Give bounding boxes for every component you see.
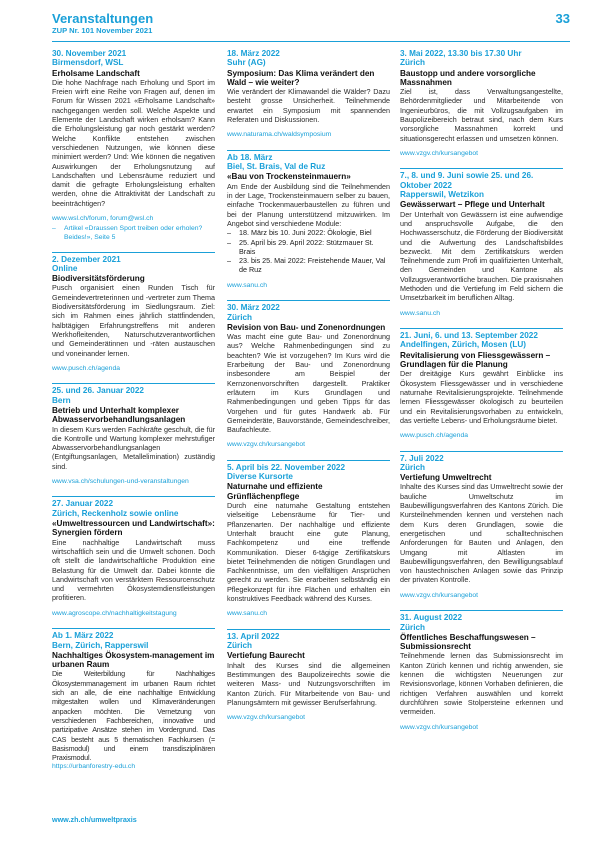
event-location: Rapperswil, Wetzikon xyxy=(400,190,485,200)
event-location: Online xyxy=(52,263,78,273)
event-divider xyxy=(400,328,563,329)
event-date: 2. Dezember 2021 xyxy=(52,254,121,264)
issue-label: ZUP Nr. 101 November 2021 xyxy=(52,26,153,35)
page-number: 33 xyxy=(555,11,570,26)
header-divider xyxy=(52,41,570,42)
event-description: Am Ende der Ausbildung sind die Teilnehmenden in der Lage, Trockensteinmauern selber zu bauen, einfache Trockenmauerbaustellen zu führen und bei der Planung unterstützend mitzuwirken. Im Angebot sind verschiedene Module: xyxy=(227,181,390,228)
event-link[interactable]: www.vzgv.ch/kursangebot xyxy=(400,149,479,157)
event-title: Vertiefung Umweltrecht xyxy=(400,473,492,483)
event-oekosystemmanagement xyxy=(52,628,215,772)
event-location: Zürich xyxy=(400,622,426,632)
event-location: Zürich xyxy=(400,462,426,472)
event-baustopp xyxy=(400,49,563,158)
event-description: Wie verändert der Klimawandel die Wälder? Dazu besteht grosse Unsicherheit. Teilnehmende erwartet ein Symposium mit spannenden Referaten und Diskussionen. xyxy=(227,87,390,125)
event-title: Naturnahe und effiziente Grünflächenpflege xyxy=(227,482,323,501)
module-list xyxy=(227,228,390,274)
event-biodiversitaet xyxy=(52,252,215,374)
event-title: Revision von Bau- und Zonenordnungen xyxy=(227,322,386,332)
event-divider xyxy=(400,451,563,452)
event-location: Suhr (AG) xyxy=(227,58,266,68)
event-location: Zürich xyxy=(400,58,426,68)
event-title: Revitalisierung von Fliessgewässern – Grundlagen für die Planung xyxy=(400,350,551,370)
event-location: Biel, St. Brais, Val de Ruz xyxy=(227,162,326,172)
article-reference-link[interactable]: – Artikel «Draussen Sport treiben oder erholen? Beides!», Seite 5 xyxy=(52,224,215,242)
event-description: Eine nachhaltige Landwirtschaft muss wirtschaftlich sein und die Umwelt schonen. Doch oft stellt die landwirtschaftliche Produktion eine Belastung für die Umwelt dar. Dabei könnte die Landwirtschaft von verstärktem Ressourcenschutz und vermehrten Ökosystemdienstleistungen profitieren. xyxy=(52,537,215,603)
event-description: Die Weiterbildung für Nachhaltiges Ökosystemmanagement im urbanen Raum richtet sich an alle, die eine nachhaltige Entwicklung mitgestalten wollen und Klimaveränderungen anpacken möchten. Die Vernetzung von verschiedenen Fachbereichen, innovative und partizipative Ansätze stehen im Vordergrund. Das CAS besteht aus 5 thematischen Fachkursen (= Basismodul) und einem transdisziplinären Praxismodul. xyxy=(52,669,215,763)
column-1 xyxy=(52,49,215,782)
event-link[interactable]: www.wsl.ch/forum, forum@wsl.ch xyxy=(52,215,154,223)
event-umweltrecht xyxy=(400,451,563,601)
column-2 xyxy=(227,49,390,733)
event-erholsame-landschaft xyxy=(52,49,215,242)
event-description: Inhalte des Kurses sind das Umweltrecht sowie der bauliche Umweltschutz im Baubewilligungsverfahren des Kantons Zürich. Die Kursteilnehmenden kennen und verstehen nach dem Kurs deren Grundlagen, sowie die energetischen und schalltechnischen Anforderungen für Bauten und Anlagen, den Umgang mit Altlasten im Baubewilligungsverfahren, den Bewilligungsablauf von haustechnischen Anlagen sowie das Prinzip der privaten Kontrolle. xyxy=(400,482,563,585)
event-link[interactable]: www.sanu.ch xyxy=(227,610,268,618)
event-date: Ab 1. März 2022 xyxy=(52,631,114,641)
event-date: 31. August 2022 xyxy=(400,613,463,623)
event-gewaesserwart xyxy=(400,168,563,318)
event-description: Die hohe Nachfrage nach Erholung und Sport im Freien wirft eine Reihe von Fragen auf, denen im Forum für Wissen 2021 «Erholsame Landschaft» nachgegangen werden soll. Welche Aspekte und Elemente der Landschaft wirken erholsam? Kann die Erholungsleistung gar noch gestärkt werden? Welche Konflikte entstehen zwischen verschiedenen Nutzungen, wie können diese minimiert werden? Und: Wie können die negativen Auswirkungen der Erholungsnutzung auf Landschaften und Lebensräume reduziert und damit die gefragte Erholungsleistung erhalten werden, ohne die Attraktivität der Landschaft zu beeinträchtigen? xyxy=(52,77,215,208)
event-divider xyxy=(400,610,563,611)
event-link[interactable]: www.agroscope.ch/nachhaltigkeitstagung xyxy=(52,609,177,617)
event-divider xyxy=(227,150,390,151)
event-location: Diverse Kursorte xyxy=(227,472,293,482)
event-title: Öffentliches Beschaffungswesen – Submissionsrecht xyxy=(400,632,536,652)
event-title: Biodiversitätsförderung xyxy=(52,274,145,284)
event-divider xyxy=(400,168,563,169)
event-description: Ziel ist, dass Verwaltungsangestellte, Behördenmitglieder und Mitarbeitende von Ingenieurbüros, die mit Vollzugsaufgaben im Baupolizeibereich betraut sind, nach dem Kurs vorsorgliche Massnahmen korrekt und situationsgerecht erlassen und umsetzen können. xyxy=(400,87,563,143)
event-location: Bern, Zürich, Rapperswil xyxy=(52,640,149,650)
event-description: Durch eine naturnahe Gestaltung entstehen vielseitige Lebensräume für Tier- und Pflanzenarten. Der nachhaltige und effiziente Unterhalt braucht eine gute Planung, Fachkompetenz und eine treffende Kommunikation. Dieser 6-tägige Zertifikatskurs bietet Teilnehmenden die nötigen Grundlagen und Fachkenntnisse, um den vielfältigen Ansprüchen gerecht zu werden. Sie erarbeiten selbständig ein Pflegekonzept für ihre Flächen und erhalten ein konstruktives Feedback während des Kurses. xyxy=(227,501,390,604)
event-date: 7., 8. und 9. Juni sowie 25. und 26. Oktober 2022 xyxy=(400,171,534,190)
module-item: – 18. März bis 10. Juni 2022: Ökologie, Biel xyxy=(227,228,390,237)
event-title: Vertiefung Baurecht xyxy=(227,651,305,661)
event-date: 27. Januar 2022 xyxy=(52,499,113,509)
event-baurecht xyxy=(227,629,390,723)
event-date: 18. März 2022 xyxy=(227,49,280,58)
event-date: 7. Juli 2022 xyxy=(400,453,444,463)
event-date: 5. April bis 22. November 2022 xyxy=(227,462,346,472)
event-location: Zürich, Reckenholz sowie online xyxy=(52,508,179,518)
event-location: Andelfingen, Zürich, Mosen (LU) xyxy=(400,340,526,350)
event-bau-zonenordnung xyxy=(227,300,390,450)
event-divider xyxy=(227,300,390,301)
event-title: Nachhaltiges Ökosystem-management im urbanen Raum xyxy=(52,650,215,670)
section-title: Veranstaltungen xyxy=(52,11,154,26)
event-trockensteinmauern xyxy=(227,150,390,290)
event-gruenflaechenpflege xyxy=(227,460,390,619)
event-description: Der Unterhalt von Gewässern ist eine aufwendige und anspruchsvolle Aufgabe, die den Hochwasserschutz, die Förderung der Biodiversität und die Aufwertung des Landschaftsbildes bezweckt. Mit dem Zertifikatskurs werden Teilnehmende zum Profi im qualifizierten Unterhalt, den Gemeinden und Kantone als Vollzugsverantwortliche brauchen. Die praxisnahen Methoden und die Vertiefung im Feld sichern die Umsetzbarkeit im beruflichen Alltag. xyxy=(400,209,564,303)
event-link[interactable]: https://urbanforestry-edu.ch xyxy=(52,763,136,771)
event-title: «Umweltressourcen und Landwirtschaft»: Synergien fördern xyxy=(52,519,215,538)
event-title: Baustopp und andere vorsorgliche Massnahmen xyxy=(400,68,536,87)
event-revitalisierung xyxy=(400,328,563,440)
event-description: Teilnehmende lernen das Submissionsrecht im Kanton Zürich kennen und richtig anwenden, sie kennen die wichtigsten Neuerungen zur Revisionsvorlage, können Vorhaben definieren, die richtigen Verfahren auswählen und korrekt durchführen sowie Stolpersteine erkennen und vermeiden. xyxy=(400,651,563,717)
event-link[interactable]: www.vzgv.ch/kursangebot xyxy=(400,723,479,731)
column-3 xyxy=(400,49,563,742)
event-date: 30. November 2021 xyxy=(52,49,127,58)
event-title: Gewässerwart – Pflege und Unterhalt xyxy=(400,200,545,210)
event-link[interactable]: www.sanu.ch xyxy=(400,309,441,317)
event-link[interactable]: www.pusch.ch/agenda xyxy=(52,364,121,372)
event-date: 25. und 26. Januar 2022 xyxy=(52,386,144,396)
page-header xyxy=(52,11,570,43)
event-divider xyxy=(52,628,215,629)
event-date: 21. Juni, 6. und 13. September 2022 xyxy=(400,331,538,341)
event-description: Inhalt des Kurses sind die allgemeinen Bestimmungen des Baupolizeirechts sowie die weiteren Mass- und Nutzungsvorschriften im Kanton Zürich. Für Mitarbeitende von Bau- und Planungsämtern mit gewisser Berufserfahrung. xyxy=(227,660,390,707)
event-link[interactable]: www.vzgv.ch/kursangebot xyxy=(227,714,306,722)
event-title: Erholsame Landschaft xyxy=(52,68,140,78)
event-date: 30. März 2022 xyxy=(227,303,280,313)
event-title: Betrieb und Unterhalt komplexer Abwasservorbehandlungsanlagen xyxy=(52,405,186,425)
event-landwirtschaft xyxy=(52,496,215,618)
event-beschaffungswesen xyxy=(400,610,563,732)
event-link[interactable]: www.vzgv.ch/kursangebot xyxy=(227,441,306,449)
module-item: – 23. bis 25. Mai 2022: Freistehende Mauer, Val de Ruz xyxy=(227,256,390,275)
event-divider xyxy=(52,383,215,384)
event-description: Der dreitägige Kurs gewährt Einblicke ins Ökosystem Fliessgewässer und in verschiedene naturnahe Revitalisierungsprojekte. Teilnehmende lernen Fliessgewässer ökologisch zu beurteilen und ein Revitalisierungsvorhaben zu entwickeln, das vertiefte Lebens- und Erholungsräume bietet. xyxy=(400,369,563,425)
event-location: Bern xyxy=(52,395,71,405)
module-item: – 25. April bis 29. April 2022: Stützmauer St. Brais xyxy=(227,238,390,257)
event-divider xyxy=(227,460,390,461)
event-date: 13. April 2022 xyxy=(227,631,280,641)
event-date: 3. Mai 2022, 13.30 bis 17.30 Uhr xyxy=(400,49,522,58)
event-divider xyxy=(52,496,215,497)
event-link[interactable]: www.naturama.ch/waldsymposium xyxy=(227,131,332,139)
event-link[interactable]: www.vsa.ch/schulungen-und-veranstaltungen xyxy=(52,477,189,485)
event-divider xyxy=(52,252,215,253)
event-title: Symposium: Das Klima verändert den Wald – wie weiter? xyxy=(227,68,375,87)
event-abwasser xyxy=(52,383,215,486)
event-title: «Bau von Trockensteinmauern» xyxy=(227,172,351,182)
event-link[interactable]: www.vzgv.ch/kursangebot xyxy=(400,591,479,599)
event-divider xyxy=(227,629,390,630)
event-location: Zürich xyxy=(227,312,253,322)
event-description: In diesem Kurs werden Fachkräfte geschult, die für die Kontrolle und Wartung komplexer mehrstufiger Abwasservorbehandlungsanlagen (Entgiftungsanlagen, Metallelimination) zuständig sind. xyxy=(52,424,215,471)
event-description: Pusch organisiert einen Runden Tisch für Gemeindevertreterinnen und -vertreter zum Thema Biodiversitätsförderung im Siedlungsraum. Ziel: sich im Rahmen eines jährlich stattfindenden, halbtägigen Erfahrungstreffens mit anderen Werkhofleitenden, Naturschutzverantwortlichen und Gemeinderätinnen und -räten austauschen und voneinander lernen. xyxy=(52,283,215,358)
event-link[interactable]: www.sanu.ch xyxy=(227,281,268,289)
event-description: Was macht eine gute Bau- und Zonenordnung aus? Welche Rahmenbedingungen sind zu beachten? Wie ist vorzugehen? Im Kurs wird die Erarbeitung der Bau- und Zonenordnung insbesondere am Beispiel der Kernzonenvorschriften dargestellt. Praktiker erläutern im Kurs Grundlagen und Rahmenbedingungen und geben Tipps für das Vorgehen und für gutes Handwerk ab. Für Gemeinderäte, Bauvorstände, Gemeindeschreiber, Baufachleute. xyxy=(227,332,390,435)
event-location: Birmensdorf, WSL xyxy=(52,58,124,68)
event-location: Zürich xyxy=(227,641,253,651)
event-date: Ab 18. März xyxy=(227,152,273,162)
footer-url[interactable]: www.zh.ch/umweltpraxis xyxy=(52,815,137,824)
event-link[interactable]: www.pusch.ch/agenda xyxy=(400,432,469,440)
event-klima-wald xyxy=(227,49,390,140)
